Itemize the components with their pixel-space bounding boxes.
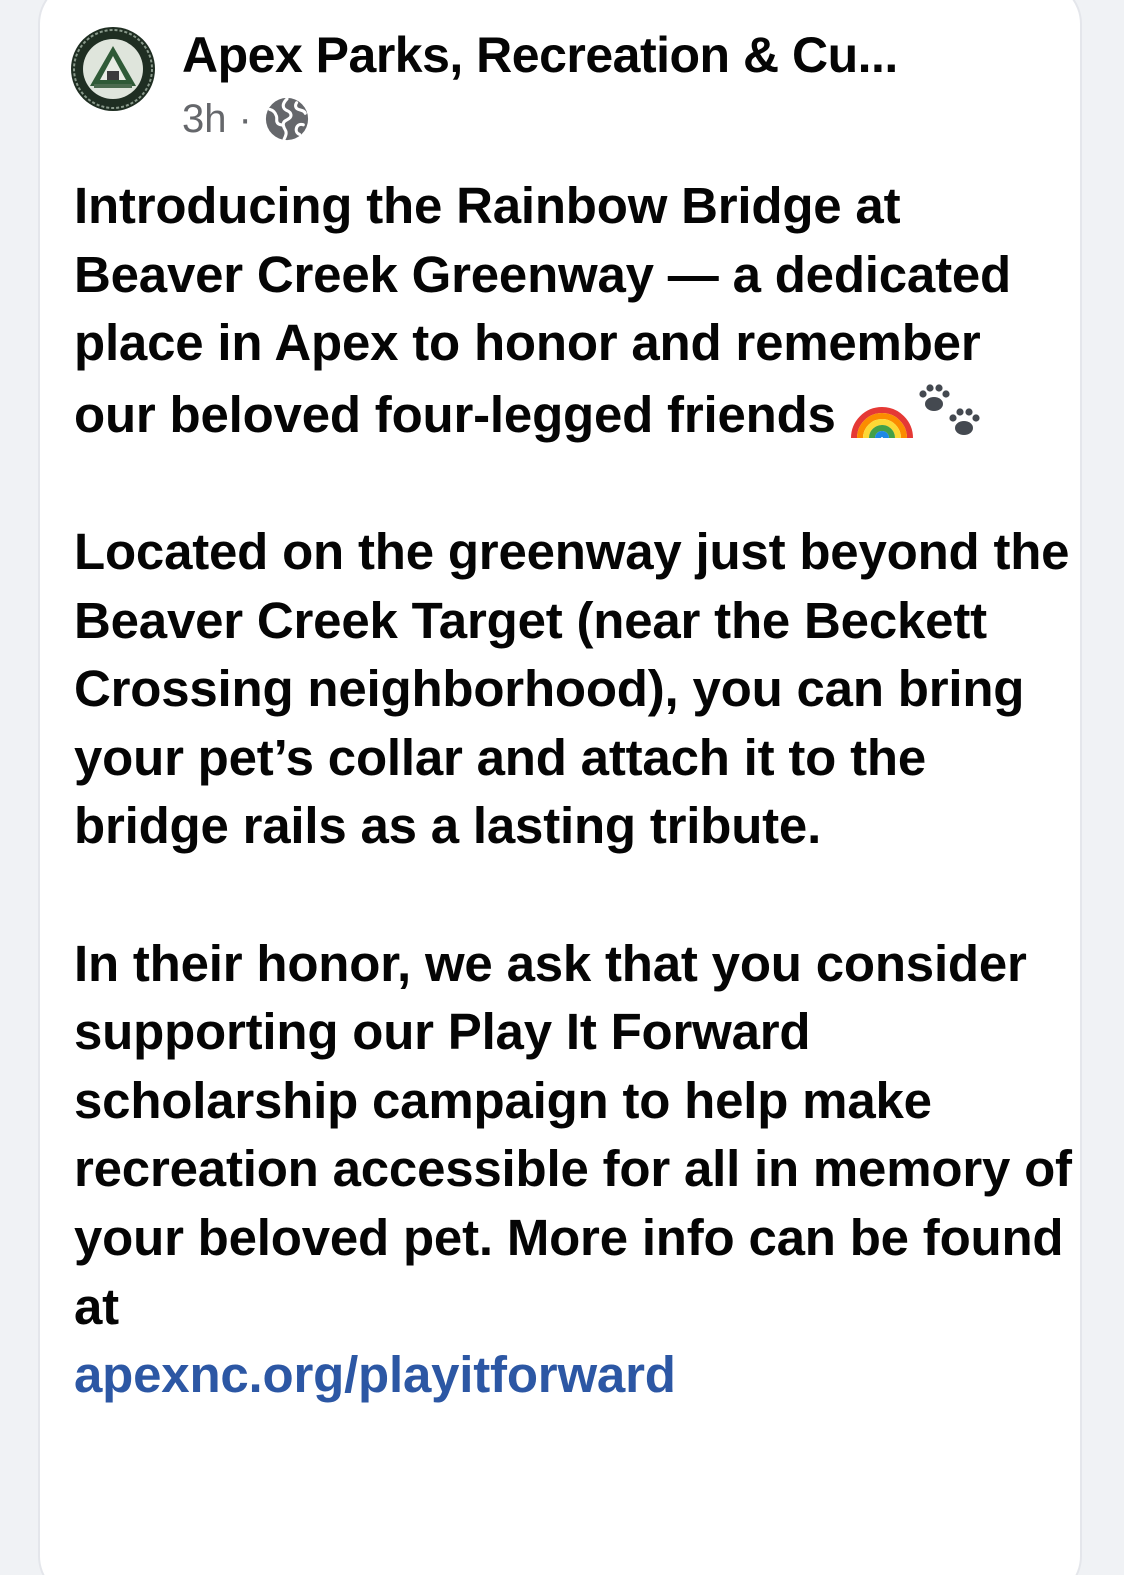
rainbow-icon — [850, 382, 914, 440]
post-paragraph-location: Located on the greenway just beyond the Beaver Creek Target (near the Beckett Crossing neighborhood), you can bring your pet’s collar and attach it to the bridge rails as a lasting tribute. — [74, 522, 1070, 855]
paragraph-text: In their honor, we ask that you consider supporting our Play It Forward scholarship campaign to help make recreation accessible for all in memory of your beloved pet. More info can be found at — [74, 934, 1072, 1335]
paragraph-text: Introducing the Rainbow Bridge at Beaver Creek Greenway — a dedicated place in Apex to honor and remember our beloved four-legged friends — [74, 177, 1011, 443]
play-it-forward-link[interactable]: apexnc.org/playitforward — [74, 1346, 676, 1404]
meta-separator: · — [238, 96, 252, 141]
page-name-link[interactable]: Apex Parks, Recreation & Cu... — [182, 27, 898, 83]
apex-parks-logo-icon — [70, 26, 156, 112]
post-meta — [182, 94, 310, 144]
post-paragraph-donation — [74, 930, 1074, 1410]
globe-icon — [264, 96, 310, 142]
paw-prints-icon — [914, 378, 986, 440]
page-avatar[interactable] — [70, 26, 156, 112]
post-time[interactable]: 3h — [182, 96, 227, 141]
post-paragraph-intro — [74, 172, 1074, 449]
post-text — [74, 172, 1074, 1410]
visibility-indicator[interactable] — [264, 96, 310, 142]
